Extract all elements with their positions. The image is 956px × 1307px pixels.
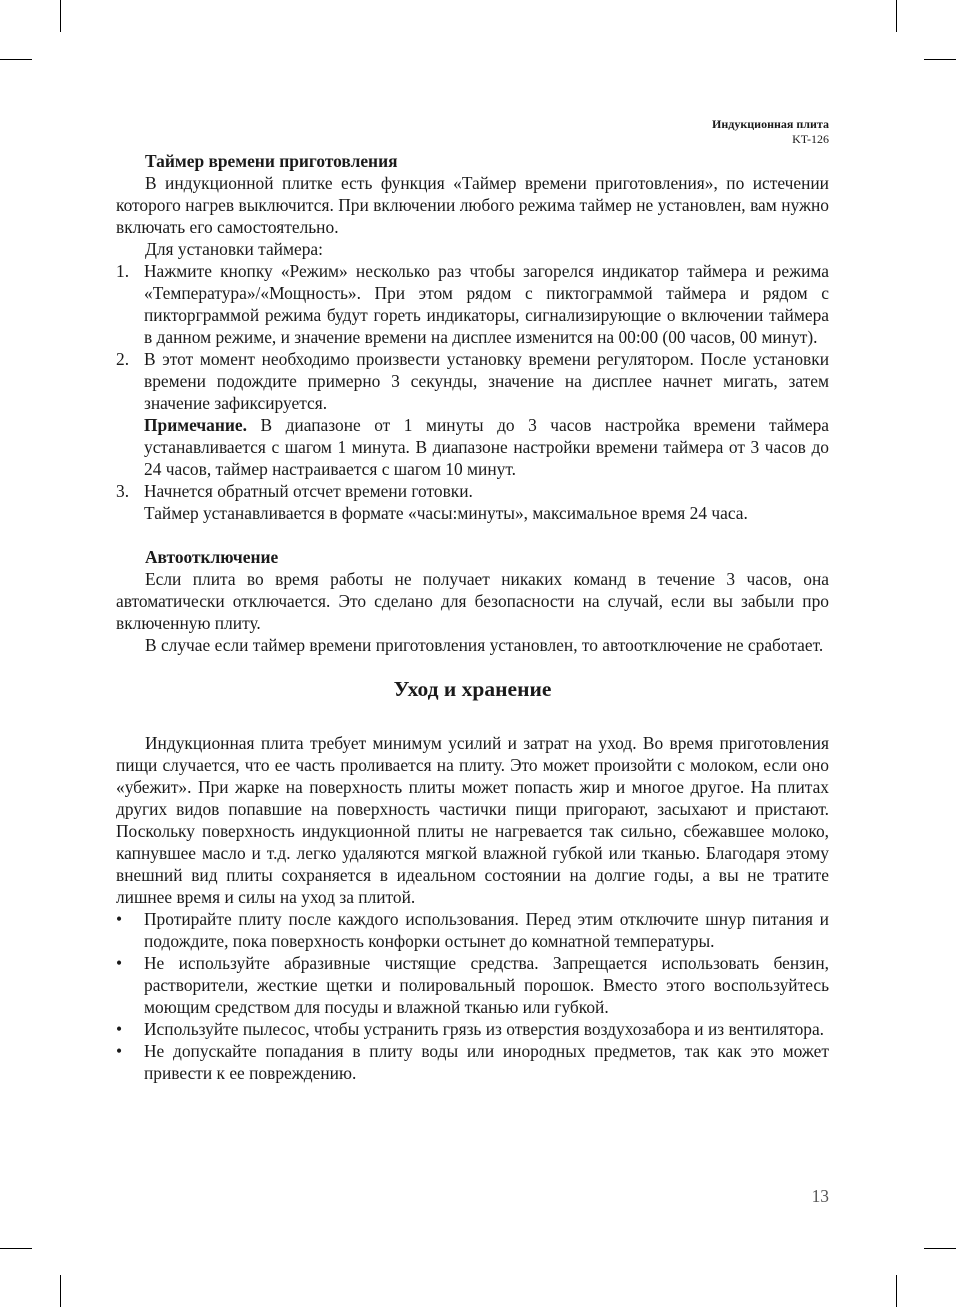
care-bullet-3 [116, 1018, 829, 1040]
timer-intro: В индукционной плитке есть функция «Таймер времени приготовления», по истечении которого нагрев выключится. При включении любого режима таймер не установлен, вам нужно включать его самостоятельно. [116, 173, 829, 237]
step-text: В этот момент необходимо произвести установку времени регулятором. После установки времени подождите примерно 3 секунды, значение на дисплее начнет мигать, затем значение зафиксируется. [144, 349, 829, 413]
auto-off-para-2: В случае если таймер времени приготовления установлен, то автоотключение не сработает. [145, 635, 824, 655]
step-text: Начнется обратный отсчет времени готовки. [144, 481, 473, 501]
timer-step-1 [116, 260, 829, 348]
auto-off-section [116, 546, 829, 656]
step-marker: 3. [116, 481, 130, 501]
crop-mark-top-left-horizontal [0, 59, 32, 60]
step-marker: 1. [116, 261, 130, 281]
timer-steps [116, 260, 829, 524]
spacer [116, 524, 829, 546]
bullet-text: Не допускайте попадания в плиту воды или инородных предметов, так как это может привести к ее повреждению. [144, 1041, 829, 1083]
care-intro: Индукционная плита требует минимум усилий и затрат на уход. Во время приготовления пищи случается, что ее часть проливается на плиту. Это может произойти с молоком, если оно «убежит». При жарке на поверхность плиты может попасть жир и многое другое. На плитах других видов попавшие на поверхность частички пищи пригорают, засыхают и пристают. Поскольку поверхность индукционной плиты не нагревается так сильно, сбежавшее молоко, капнувшее масло и т.д. легко удаляются мягкой влажной губкой или тканью. Благодаря этому внешний вид плиты сохраняется в идеальном состоянии на долгие годы, а вы не тратите лишнее время и силы на уход за плитой. [116, 733, 829, 907]
timer-section-title: Таймер времени приготовления [145, 151, 398, 171]
auto-off-para-1: Если плита во время работы не получает никаких команд в течение 3 часов, она автоматически отключается. Это сделано для безопасности на случай, если вы забыли про включенную плиту. [116, 569, 829, 633]
header-product: Индукционная плита [712, 117, 829, 131]
note-text: В диапазоне от 1 минуты до 3 часов настройка времени таймера устанавливается с шагом 1 минута. В диапазоне настройки времени таймера от 3 часов до 24 часов, таймер настраивается с шагом 10 минут. [144, 415, 829, 479]
crop-mark-bottom-right-vertical [896, 1275, 897, 1307]
bullet-marker: • [116, 909, 123, 929]
bullet-marker: • [116, 1041, 123, 1061]
crop-mark-top-right-horizontal [924, 59, 956, 60]
care-bullet-2 [116, 952, 829, 1018]
timer-format: Таймер устанавливается в формате «часы:минуты», максимальное время 24 часа. [144, 503, 748, 523]
bullet-marker: • [116, 953, 123, 973]
timer-step-3 [116, 480, 829, 524]
bullet-text: Используйте пылесос, чтобы устранить грязь из отверстия воздухозабора и из вентилятора. [144, 1019, 825, 1039]
care-section [116, 732, 829, 1084]
care-bullet-4 [116, 1040, 829, 1084]
timer-step-2 [116, 348, 829, 480]
crop-mark-bottom-left-vertical [60, 1275, 61, 1307]
timer-note [144, 414, 829, 480]
step-text: Нажмите кнопку «Режим» несколько раз чтобы загорелся индикатор таймера и режима «Температура»/«Мощность». При этом рядом с пиктограммой таймера и рядом с пикторграммой режима будут гореть индикаторы, сигнализирующие о включении таймера в данном режиме, и значение времени на дисплее изменится на 00:00 (00 часов, 00 минут). [144, 261, 829, 347]
care-bullets [116, 908, 829, 1084]
crop-mark-top-left-vertical [60, 0, 61, 32]
bullet-text: Не используйте абразивные чистящие средства. Запрещается использовать бензин, растворители, жесткие щетки и полировальный порошок. Вместо этого воспользуйтесь моющим средством для посуды и влажной тканью или губкой. [144, 953, 829, 1017]
running-header [712, 117, 829, 147]
note-label: Примечание. [144, 415, 247, 435]
crop-mark-top-right-vertical [896, 0, 897, 32]
timer-section [116, 150, 829, 524]
care-bullet-1 [116, 908, 829, 952]
timer-lead: Для установки таймера: [145, 239, 323, 259]
page-content [116, 150, 829, 1084]
step-marker: 2. [116, 349, 130, 369]
auto-off-title: Автоотключение [145, 547, 279, 567]
bullet-marker: • [116, 1019, 123, 1039]
page-number: 13 [811, 1186, 829, 1206]
bullet-text: Протирайте плиту после каждого использования. Перед этим отключите шнур питания и подождите, пока поверхность конфорки остынет до комнатной температуры. [144, 909, 829, 951]
header-model: KT-126 [792, 132, 829, 146]
crop-mark-bottom-right-horizontal [924, 1248, 956, 1249]
crop-mark-bottom-left-horizontal [0, 1248, 32, 1249]
care-section-title: Уход и хранение [393, 677, 552, 701]
